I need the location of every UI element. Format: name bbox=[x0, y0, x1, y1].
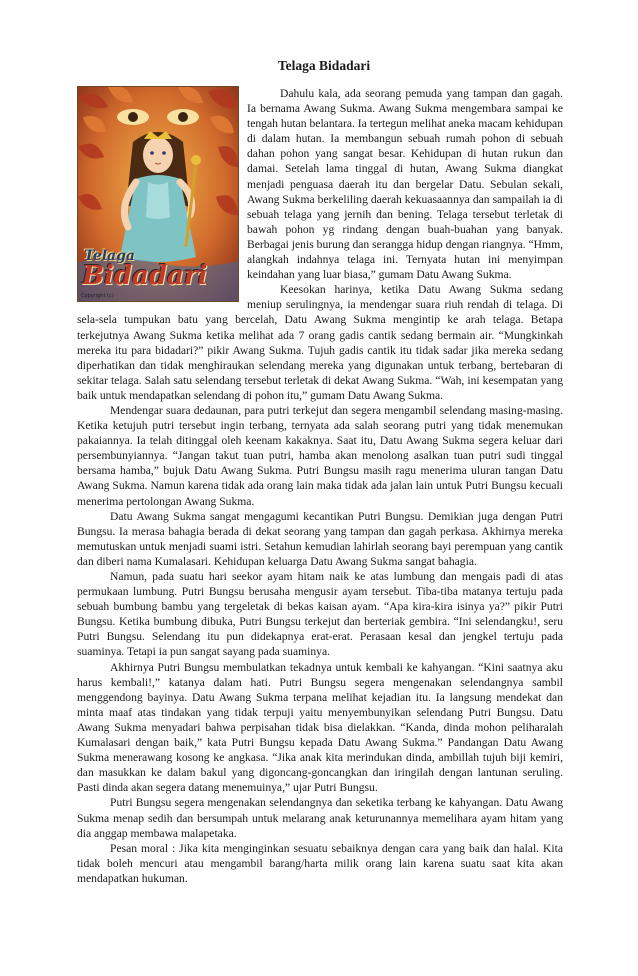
document-title: Telaga Bidadari bbox=[277, 58, 371, 73]
cover-title-line1: Telaga bbox=[84, 248, 135, 264]
paragraph-2: Keesokan harinya, ketika Datu Awang Sukma sedang meniup serulingnya, ia mendengar suara riuh rendah di telaga. Di sela-sela tumpukan batu yang bercelah, Datu Awang Sukma mengintip ke arah telaga. Betapa terkejutnya Awang Sukma ketika melihat ada 7 orang gadis cantik sedang bermain air. “Mungkinkah mereka itu para bidadari?” pikir Awang Sukma. Tujuh gadis cantik itu tidak sadar jika mereka sedang diperhatikan dan tidak menghiraukan selendang mereka yang digunakan untuk terbang, bertebaran di sekitar telaga. Salah satu selendang tersebut terletak di dekat Awang Sukma. “Wah, ini kesempatan yang baik untuk mendapatkan selendang di pohon itu,” gumam Datu Awang Sukma. bbox=[77, 283, 563, 402]
document-page bbox=[77, 58, 563, 886]
paragraph-moral: Pesan moral : Jika kita menginginkan sesuatu sebaiknya dengan cara yang baik dan halal. Kita tidak boleh mencuri atau mengambil barang/harta milik orang lain karena suatu saat kita akan mendapatkan hukuman. bbox=[77, 841, 563, 885]
cover-copyright: Copyright (c) bbox=[81, 293, 114, 299]
cover-title bbox=[82, 249, 207, 289]
paragraph-6: Akhirnya Putri Bungsu membulatkan tekadnya untuk kembali ke kahyangan. “Kini saatnya aku harus kembali!,” katanya dalam hati. Putri Bungsu segera mengenakan selendangnya sambil menggendong bayinya. Datu Awang Sukma terpana melihat kejadian itu. Ia langsung mendekat dan minta maaf atas tindakan yang tidak terpuji yaitu menyembunyikan selendang Putri Bungsu. Datu Awang Sukma menyadari bahwa perpisahan tidak bisa dielakkan. “Kanda, dinda mohon peliharalah Kumalasari dengan baik,” kata Putri Bungsu kepada Datu Awang Sukma.” Pandangan Datu Awang Sukma menerawang kosong ke angkasa. “Jika anak kita merindukan dinda, ambillah tujuh biji kemiri, dan masukkan ke dalam bakul yang digoncang-goncangkan dan iringilah dengan lantunan seruling. Pasti dinda akan segera datang menemuinya,” ujar Putri Bungsu. bbox=[77, 660, 563, 795]
paragraph-5: Namun, pada suatu hari seekor ayam hitam naik ke atas lumbung dan mengais padi di atas permukaan lumbung. Putri Bungsu berusaha mengusir ayam tersebut. Tiba-tiba matanya tertuju pada sebuah bumbung bambu yang tergeletak di bekas kaisan ayam. “Apa kira-kira isinya ya?” pikir Putri Bungsu. Ketika bumbung dibuka, Putri Bungsu terkejut dan berteriak gembira. “Ini selendangku!, seru Putri Bungsu. Selendang itu pun didekapnya erat-erat. Perasaan kesal dan jengkel tertuju pada suaminya. Tetapi ia pun sangat sayang pada suaminya. bbox=[77, 570, 563, 659]
paragraph-7: Putri Bungsu segera mengenakan selendangnya dan seketika terbang ke kahyangan. Datu Awang Sukma menap sedih dan bersumpah untuk melarang anak keturunannya memelihara ayam hitam yang dia anggap membawa malapetaka. bbox=[77, 796, 563, 840]
cover-title-line2: Bidadari bbox=[82, 261, 208, 291]
paragraph-3: Mendengar suara dedaunan, para putri terkejut dan segera mengambil selendang masing-masing. Ketika ketujuh putri tersebut ingin terbang, ternyata ada salah seorang putri yang tidak menemukan pakaiannya. Ia telah ditinggal oleh keenam kakaknya. Saat itu, Datu Awang Sukma segera keluar dari persembunyiannya. “Jangan takut tuan putri, hamba akan menolong asalkan tuan putri sudi tinggal bersama hamba,” bujuk Datu Awang Sukma. Putri Bungsu masih ragu menerima uluran tangan Datu Awang Sukma. Namun karena tidak ada orang lain maka tidak ada jalan lain untuk Putri Bungsu kecuali menerima pertolongan Awang Sukma. bbox=[77, 403, 563, 508]
paragraph-1: Dahulu kala, ada seorang pemuda yang tampan dan gagah. Ia bernama Awang Sukma. Awang Sukma mengembara sampai ke tengah hutan belantara. Ia tertegun melihat aneka macam kehidupan di dalam hutan. Ia membangun sebuah rumah pohon di sebuah dahan pohon yang sangat besar. Kehidupan di hutan rukun dan damai. Setelah lama tinggal di hutan, Awang Sukma diangkat menjadi penguasa daerah itu dan bergelar Datu. Sebulan sekali, Awang Sukma berkeliling daerah kekuasaannya dan sampailah ia di sebuah telaga yang jernih dan bening. Telaga tersebut terletak di bawah pohon yg rindang dengan buah-buahan yang banyak. Berbagai jenis burung dan serangga hidup dengan riangnya. “Hmm, alangkah indahnya telaga ini. Ternyata hutan ini menyimpan keindahan yang luar biasa,” gumam Datu Awang Sukma. bbox=[247, 87, 563, 282]
cover-illustration bbox=[77, 86, 239, 302]
paragraph-4: Datu Awang Sukma sangat mengagumi kecantikan Putri Bungsu. Demikian juga dengan Putri Bungsu. Ia merasa bahagia berada di dekat seorang yang tampan dan gagah perkasa. Akhirnya mereka memutuskan untuk menjadi suami istri. Setahun kemudian lahirlah seorang bayi perempuan yang cantik dan diberi nama Kumalasari. Kehidupan keluarga Datu Awang Sukma sangat bahagia. bbox=[77, 509, 563, 568]
